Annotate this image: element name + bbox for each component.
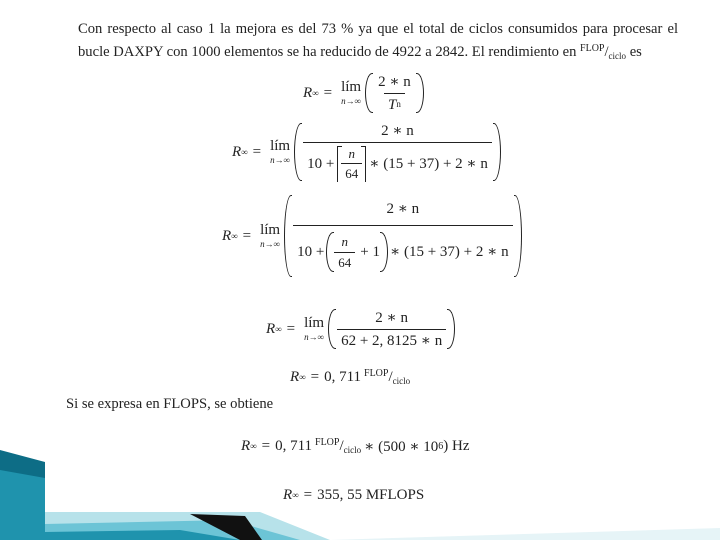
eq2-frac	[303, 122, 492, 181]
eq3-lhs: R	[222, 227, 232, 244]
eq6-unit-num: FLOP	[315, 437, 340, 448]
eq1-paren	[365, 73, 424, 113]
equation-2	[232, 122, 501, 182]
eq5-lhs: R	[290, 368, 300, 385]
eq2-ceil-frac	[341, 146, 362, 182]
eq2-num: 2 ∗ n	[381, 123, 414, 140]
eq3-inner-post: + 1	[360, 244, 381, 260]
equation-3	[222, 194, 522, 278]
eq1-equals: =	[323, 84, 333, 101]
swoosh-mid-band	[0, 470, 45, 540]
eq7-equals: =	[303, 486, 313, 503]
eq2-ceil-den: 64	[341, 163, 362, 181]
eq2-lim-label: lím	[270, 138, 291, 154]
eq7-lhs-sub: ∞	[292, 490, 299, 500]
eq4-lim-sub: n→∞	[304, 332, 325, 342]
eq4-equals: =	[286, 320, 296, 337]
unit-flop: FLOP	[580, 43, 605, 54]
eq2-den-post: ∗ (15 + 37) + 2 ∗ n	[369, 155, 488, 172]
eq3-frac	[293, 200, 513, 273]
eq1-den	[384, 93, 405, 114]
eq3-lim-sub: n→∞	[260, 239, 281, 249]
eq4-frac	[337, 309, 446, 349]
eq1-lim-sub: n→∞	[341, 96, 362, 106]
eq1-lhs: R	[303, 84, 313, 101]
eq3-inner-paren	[326, 232, 388, 272]
eq6-rest: ∗ (500 ∗ 10	[364, 438, 439, 455]
intro-paragraph	[78, 20, 678, 66]
eq6-exp: 6	[438, 440, 444, 452]
eq2-ceil	[337, 146, 366, 182]
eq5-unit-num: FLOP	[364, 368, 389, 379]
equation-4	[266, 308, 455, 350]
eq5-unit	[364, 368, 410, 386]
eq2-paren	[294, 123, 501, 181]
eq2-den	[303, 142, 492, 182]
eq3-paren	[284, 195, 522, 277]
unit-ciclo: ciclo	[608, 51, 627, 61]
teal-swoosh-decoration	[0, 450, 720, 540]
equation-1	[303, 70, 424, 116]
eq5-unit-sep: /	[388, 369, 393, 385]
eq4-lim	[304, 316, 324, 342]
eq2-den-pre: 10 +	[307, 155, 335, 172]
eq2-equals: =	[252, 143, 262, 160]
eq2-lim	[270, 139, 290, 165]
eq2-ceil-num: n	[348, 145, 356, 161]
flops-sentence: Si se expresa en FLOPS, se obtiene	[66, 396, 274, 412]
eq1-lhs-sub: ∞	[312, 88, 319, 98]
eq3-lim	[260, 223, 280, 249]
eq3-den	[293, 225, 513, 272]
eq1-lim-label: lím	[341, 79, 362, 95]
eq4-lim-label: lím	[304, 315, 325, 331]
eq7-value: 355, 55 MFLOPS	[317, 486, 425, 503]
eq1-num: 2 ∗ n	[378, 74, 411, 90]
eq3-equals: =	[242, 227, 252, 244]
eq3-lhs-sub: ∞	[231, 231, 238, 241]
eq6-lhs-sub: ∞	[250, 441, 257, 451]
eq1-den-t: T	[388, 96, 397, 113]
eq5-lhs-sub: ∞	[299, 372, 306, 382]
eq3-den-post: ∗ (15 + 37) + 2 ∗ n	[390, 244, 509, 260]
eq6-value: 0, 711	[275, 437, 313, 454]
eq6-unit-sep: /	[339, 438, 344, 454]
eq2-lhs-sub: ∞	[241, 147, 248, 157]
eq7-lhs: R	[283, 486, 293, 503]
eq3-inner-frac	[334, 234, 355, 270]
eq6-close: ) Hz	[443, 437, 470, 454]
swoosh-fade	[330, 528, 720, 540]
paragraph-text: Con respecto al caso 1 la mejora es del 73 % ya que el total de ciclos consumidos para procesar el bucle DAXPY con 1000 elementos se ha reducido de 4922 a 2842. El rendimiento en	[78, 21, 678, 60]
eq4-num: 2 ∗ n	[375, 310, 408, 326]
eq1-frac	[374, 73, 415, 113]
eq5-value: 0, 711	[324, 368, 362, 385]
eq4-lhs-sub: ∞	[275, 324, 282, 334]
equation-5	[290, 366, 410, 388]
eq6-equals: =	[261, 437, 271, 454]
paragraph-tail: es	[629, 44, 642, 60]
eq3-den-pre: 10 +	[297, 244, 325, 260]
eq1-den-sub: n	[396, 98, 401, 109]
eq2-lim-sub: n→∞	[270, 155, 291, 165]
eq3-inner-num: n	[341, 234, 349, 250]
eq5-equals: =	[310, 368, 320, 385]
eq1-lim	[341, 80, 361, 106]
eq2-lhs: R	[232, 143, 242, 160]
eq3-inner-den: 64	[334, 252, 355, 270]
eq3-lim-label: lím	[260, 222, 281, 238]
unit-sep: /	[604, 44, 609, 60]
eq4-paren	[328, 309, 455, 349]
eq6-lhs: R	[241, 437, 251, 454]
eq6-unit-den: ciclo	[343, 445, 362, 455]
eq5-unit-den: ciclo	[392, 376, 411, 386]
eq4-den: 62 + 2, 8125 ∗ n	[337, 329, 446, 350]
eq4-lhs: R	[266, 320, 276, 337]
eq3-num: 2 ∗ n	[386, 200, 420, 217]
